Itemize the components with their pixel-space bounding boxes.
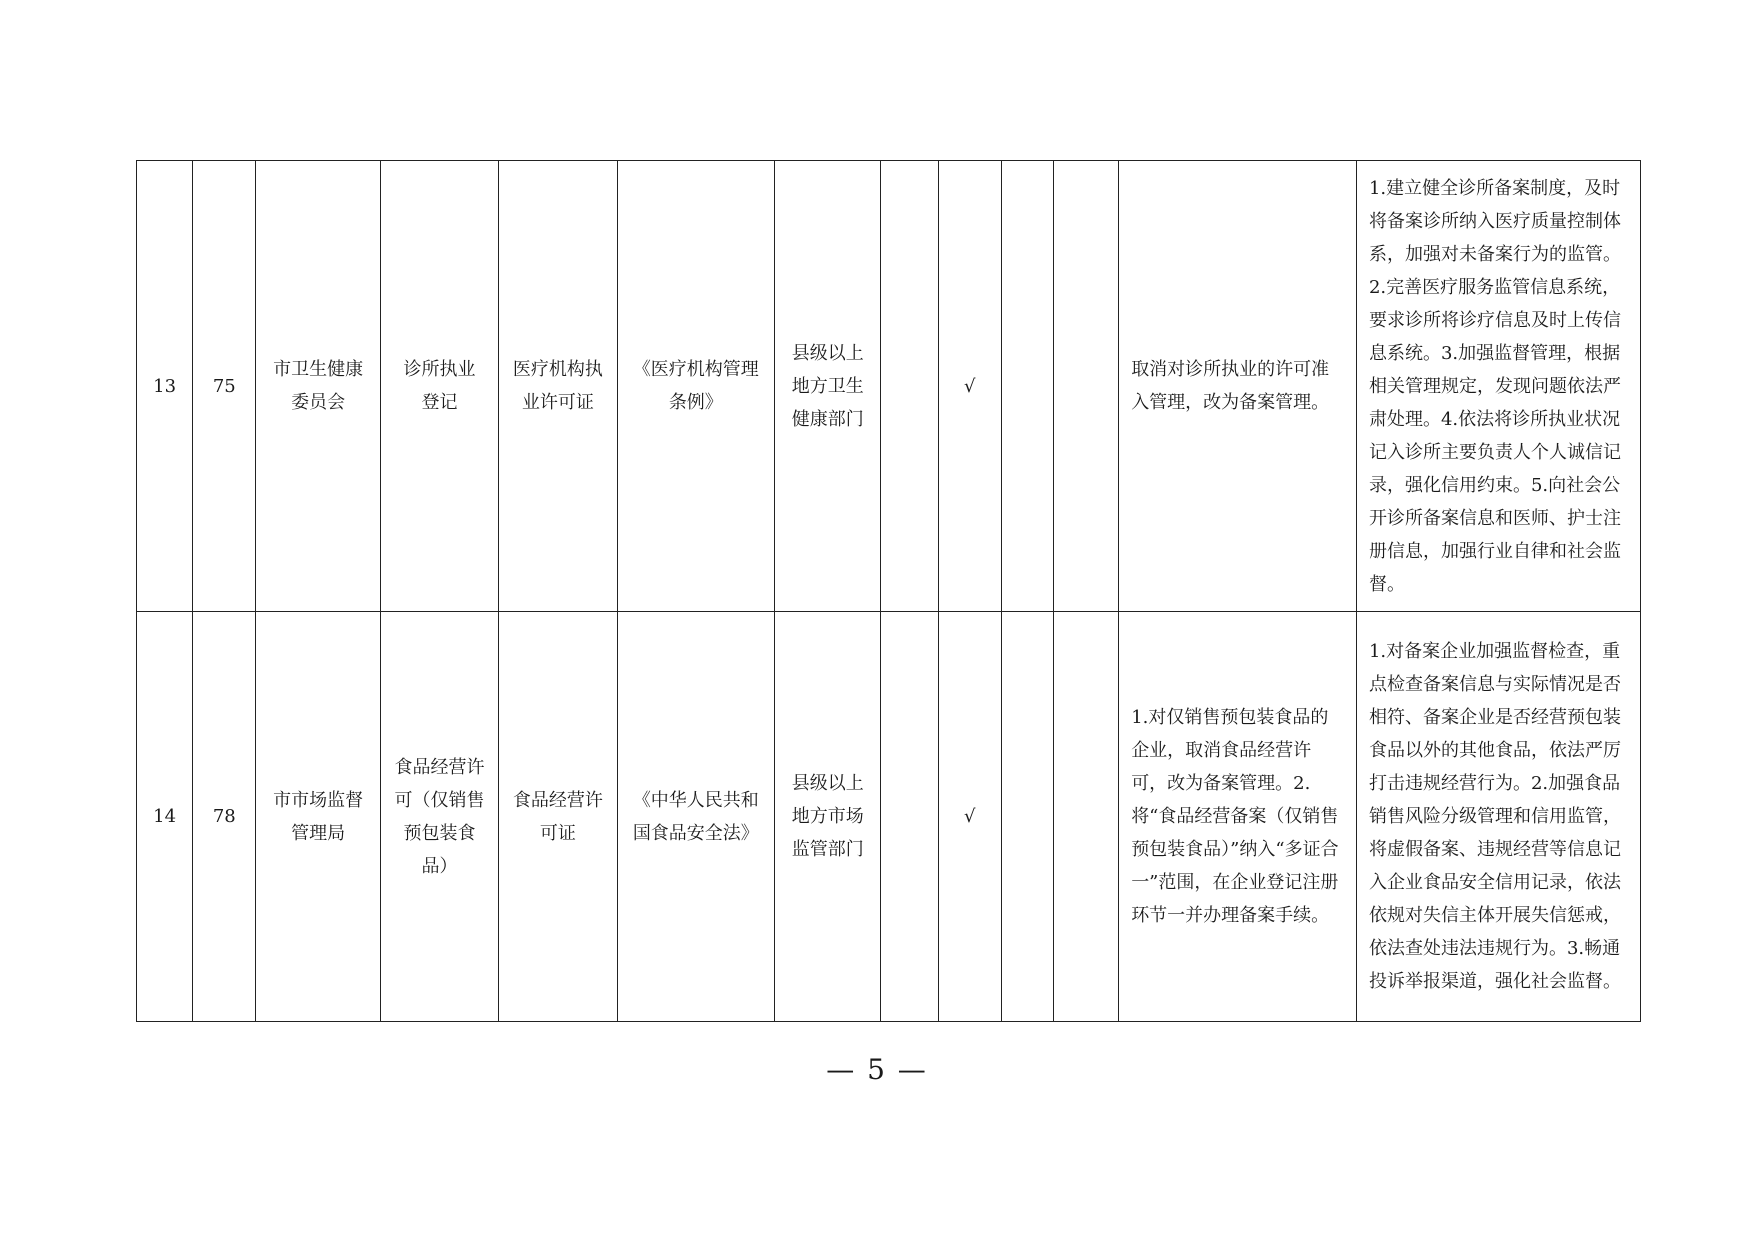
table-row: [137, 612, 1641, 1022]
department-text: 市市场监督管理局: [273, 789, 364, 844]
supervision-text: 1.建立健全诊所备案制度，及时将备案诊所纳入医疗质量控制体系，加强对未备案行为的监管。2.完善医疗服务监管信息系统，要求诊所将诊疗信息及时上传信息系统。3.加强监督管理，根据相关管理规定，发现问题依法严肃处理。4.依法将诊所执业状况记入诊所主要负责人个人诚信记录，强化信用约束。5.向社会公开诊所备案信息和医师、护士注册信息，加强行业自律和社会监督。: [1368, 177, 1621, 595]
item-name-text: 食品经营许可（仅销售预包装食品）: [394, 756, 485, 877]
authority-cell: [775, 161, 881, 612]
blank-cell: [881, 161, 938, 612]
certificate-cell: [499, 161, 617, 612]
reform-measure-text: 1.对仅销售预包装食品的企业，取消食品经营许可，改为备案管理。2.将“食品经营备案（仅销售预包装食品）”纳入“多证合一”范围，在企业登记注册环节一并办理备案手续。: [1131, 707, 1339, 926]
item-name-text: 诊所执业登记: [403, 359, 476, 413]
basis-cell: [617, 612, 775, 1022]
blank-cell: [881, 612, 938, 1022]
reform-measure-cell: [1119, 612, 1357, 1022]
checkmark-cell: √: [938, 161, 1001, 612]
item-name-cell: [380, 161, 498, 612]
authority-cell: [775, 612, 881, 1022]
certificate-text: 食品经营许可证: [512, 789, 603, 844]
authority-text: 县级以上地方市场监管部门: [791, 773, 864, 860]
reform-measure-cell: [1119, 161, 1357, 612]
basis-text: 《医疗机构管理条例》: [632, 359, 759, 413]
reform-measure-text: 取消对诊所执业的许可准入管理，改为备案管理。: [1131, 359, 1330, 413]
item-number-cell: 75: [193, 161, 256, 612]
department-text: 市卫生健康委员会: [273, 359, 364, 413]
blank-cell: [1053, 161, 1118, 612]
department-cell: [256, 161, 380, 612]
authority-text: 县级以上地方卫生健康部门: [791, 342, 864, 430]
reform-items-table: [136, 160, 1641, 1022]
page-number: — 5 —: [826, 1053, 928, 1086]
certificate-text: 医疗机构执业许可证: [512, 359, 603, 413]
certificate-cell: [499, 612, 617, 1022]
supervision-text: 1.对备案企业加强监督检查，重点检查备案信息与实际情况是否相符、备案企业是否经营预包装食品以外的其他食品，依法严厉打击违规经营行为。2.加强食品销售风险分级管理和信用监管，将虚假备案、违规经营等信息记入企业食品安全信用记录，依法依规对失信主体开展失信惩戒，依法查处违法违规行为。3.畅通投诉举报渠道，强化社会监督。: [1368, 641, 1621, 992]
blank-cell: [1001, 161, 1053, 612]
table-row: [137, 161, 1641, 612]
supervision-cell: [1356, 612, 1640, 1022]
basis-text: 《中华人民共和国食品安全法》: [632, 789, 759, 844]
checkmark-cell: √: [938, 612, 1001, 1022]
blank-cell: [1001, 612, 1053, 1022]
item-number-cell: 78: [193, 612, 256, 1022]
blank-cell: [1053, 612, 1118, 1022]
seq-cell: 13: [137, 161, 193, 612]
supervision-cell: [1356, 161, 1640, 612]
item-name-cell: [380, 612, 498, 1022]
department-cell: [256, 612, 380, 1022]
basis-cell: [617, 161, 775, 612]
seq-cell: 14: [137, 612, 193, 1022]
